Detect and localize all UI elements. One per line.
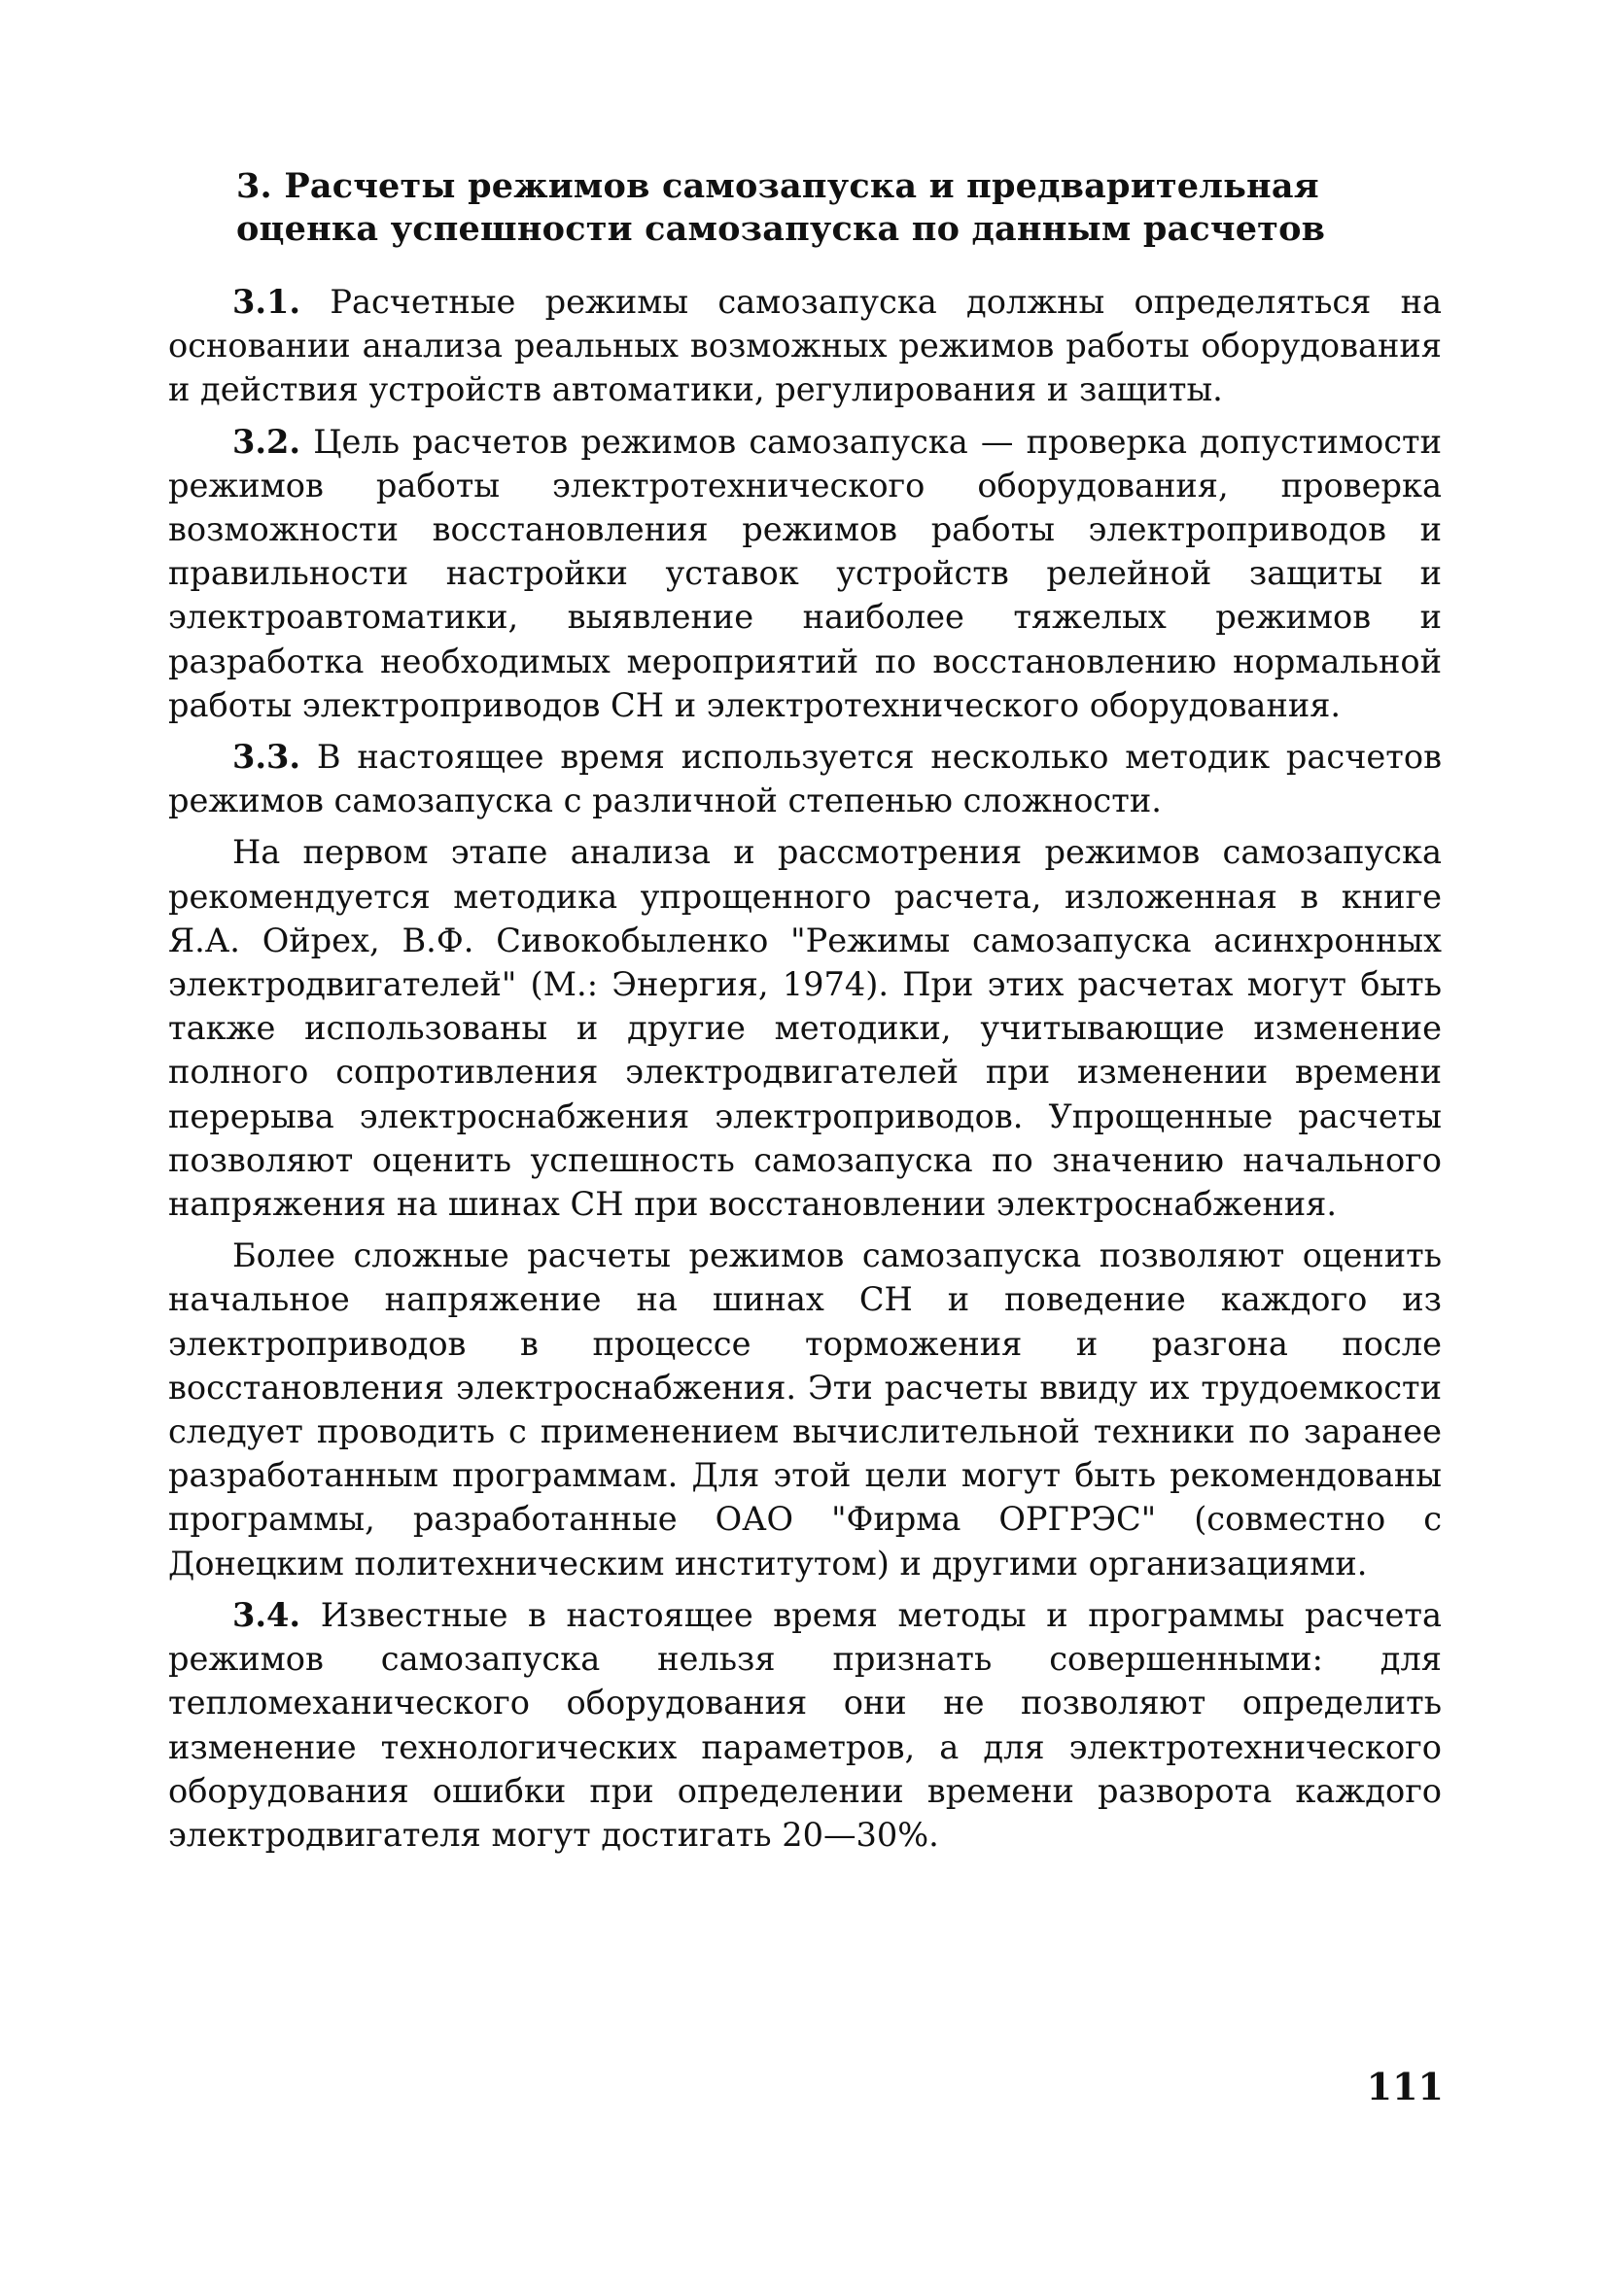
paragraph-3-3 <box>168 735 1442 822</box>
paragraph-text: Цель расчетов режимов самозапуска — проверка допустимости режимов работы электротехнического оборудования, проверка возможности восстановления режимов работы электроприводов и правильности настройки уставок устройств релейной защиты и электроавтоматики, выявление наиболее тяжелых режимов и разработка необходимых мероприятий по восстановлению нормальной работы электроприводов СН и электротехнического оборудования. <box>168 422 1442 724</box>
paragraph-number: 3.1. <box>232 282 301 321</box>
paragraph-3-2 <box>168 420 1442 727</box>
paragraph-text: Расчетные режимы самозапуска должны определяться на основании анализа реальных возможных режимов работы оборудования и действия устройств автоматики, регулирования и защиты. <box>168 283 1442 409</box>
paragraph-first-stage <box>168 830 1442 1226</box>
paragraph-text: Более сложные расчеты режимов самозапуска позволяют оценить начальное напряжение на шинах СН и поведение каждого из электроприводов в процессе торможения и разгона после восстановления электроснабжения. Эти расчеты ввиду их трудоемкости следует проводить с применением вычислительной техники по заранее разработанным программам. Для этой цели могут быть рекомендованы программы, разработанные ОАО "Фирма ОРГРЭС" (совместно с Донецким политехническим институтом) и другими организациями. <box>168 1236 1442 1583</box>
paragraph-3-4 <box>168 1593 1442 1857</box>
page-number: 111 <box>1366 2065 1444 2108</box>
paragraph-number: 3.4. <box>232 1594 301 1634</box>
paragraph-text: На первом этапе анализа и рассмотрения режимов самозапуска рекомендуется методика упрощенного расчета, изложенная в книге Я.А. Ойрех, В.Ф. Сивокобыленко "Режимы самозапуска асинхронных электродвигателей" (М.: Энергия, 1974). При этих расчетах могут быть также использованы и другие методики, учитывающие изменение полного сопротивления электродвигателей при изменении времени перерыва электроснабжения электроприводов. Упрощенные расчеты позволяют оценить успешность самозапуска по значению начального напряжения на шинах СН при восстановлении электроснабжения. <box>168 833 1442 1224</box>
paragraph-number: 3.3. <box>232 737 301 777</box>
paragraph-number: 3.2. <box>232 421 301 461</box>
paragraph-3-1 <box>168 280 1442 412</box>
paragraph-complex-calculations <box>168 1234 1442 1585</box>
text-block <box>168 165 1442 1857</box>
paragraph-text: В настоящее время используется несколько методик расчетов режимов самозапуска с различной степенью сложности. <box>168 738 1442 820</box>
section-heading: 3. Расчеты режимов самозапуска и предварительная оценка успешности самозапуска по данным расчетов <box>236 166 1326 249</box>
paragraph-text: Известные в настоящее время методы и программы расчета режимов самозапуска нельзя признать совершенными: для тепломеханического оборудования они не позволяют определить изменение технологических параметров, а для электротехнического оборудования ошибки при определении времени разворота каждого электродвигателя могут достигать 20—30%. <box>168 1595 1442 1854</box>
